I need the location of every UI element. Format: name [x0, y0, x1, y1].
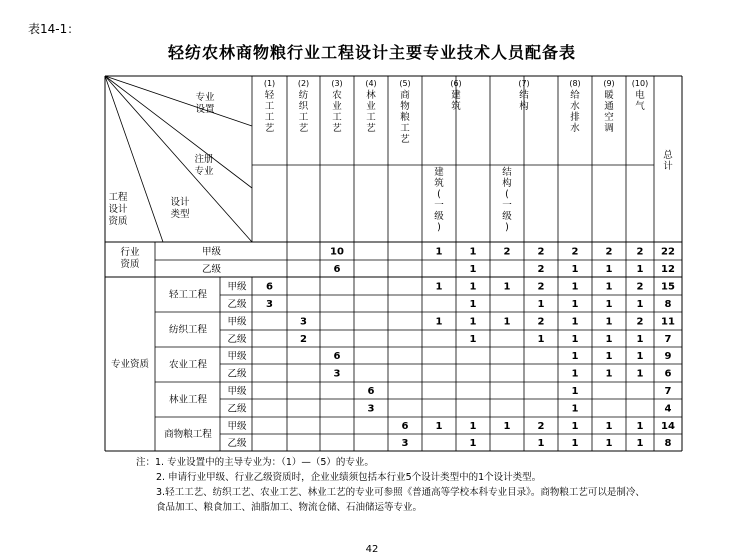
- major-value: 1: [636, 351, 644, 362]
- major-value: 1: [469, 316, 477, 328]
- major-value: 1: [469, 281, 477, 293]
- major-value: 1: [537, 334, 545, 345]
- column-name-9: 暖通空调: [604, 90, 614, 134]
- page-number: 42: [365, 544, 379, 555]
- major-grade: 甲级: [227, 351, 247, 362]
- group-label-5: 商物粮工程: [164, 429, 212, 440]
- major-value: 15: [661, 281, 675, 293]
- major-value: 1: [503, 421, 511, 432]
- major-value: 2: [537, 421, 545, 432]
- column-name-3: 农业工艺: [332, 90, 342, 134]
- group-label-2: 纺织工程: [168, 324, 208, 336]
- major-value: 1: [605, 368, 613, 380]
- industry-value: 12: [661, 264, 675, 275]
- major-value: 7: [664, 334, 672, 345]
- major-value: 1: [571, 316, 579, 328]
- major-value: 1: [571, 421, 579, 432]
- major-value: 1: [636, 334, 644, 345]
- column-number-9: (9): [603, 79, 615, 88]
- column-name-5: 商物粮工艺: [400, 90, 410, 145]
- major-value: 1: [537, 299, 545, 310]
- note-1: 注：1. 专业设置中的主导专业为：（1）—（5）的专业。: [136, 457, 374, 468]
- major-value: 3: [367, 403, 375, 415]
- major-grade: 甲级: [227, 421, 247, 432]
- corner-design-type-2: 类型: [170, 209, 190, 220]
- major-value: 1: [537, 438, 545, 449]
- major-value: 3: [300, 316, 307, 328]
- corner-major-setting-2: 设置: [195, 104, 215, 115]
- major-value: 2: [636, 316, 644, 328]
- column-number-10: (10): [631, 79, 649, 88]
- major-value: 6: [367, 386, 375, 397]
- column-number-4: (4): [365, 79, 377, 88]
- industry-value: 1: [469, 264, 477, 275]
- major-value: 3: [401, 438, 409, 449]
- major-value: 11: [661, 316, 675, 328]
- major-value: 1: [503, 281, 511, 293]
- major-value: 4: [664, 403, 672, 415]
- column-name-6: 建筑: [451, 90, 461, 112]
- major-value: 1: [435, 421, 443, 432]
- major-value: 1: [605, 281, 613, 293]
- industry-value: 1: [636, 264, 644, 275]
- column-name-4: 林业工艺: [366, 90, 376, 134]
- major-value: 8: [664, 299, 672, 310]
- note-4: 食品加工、粮食加工、油脂加工、物流仓储、石油储运等专业。: [156, 502, 423, 513]
- major-value: 1: [571, 299, 579, 310]
- major-value: 8: [664, 438, 672, 449]
- column-number-8: (8): [569, 79, 581, 88]
- industry-span-value-2: 6: [333, 264, 341, 275]
- corner-qualification-2: 设计: [108, 204, 128, 215]
- table-label: 表14-1：: [28, 22, 80, 36]
- group-label-4: 林业工程: [168, 394, 208, 406]
- table-notes: [136, 455, 696, 515]
- industry-value: 1: [571, 264, 579, 275]
- major-grade: 乙级: [227, 368, 247, 380]
- major-value: 1: [571, 386, 579, 397]
- major-value: 1: [636, 438, 644, 449]
- corner-design-type-1: 设计: [170, 197, 190, 208]
- major-value: 1: [435, 281, 443, 293]
- major-value: 3: [333, 368, 341, 380]
- major-grade: 乙级: [227, 334, 247, 345]
- column-name-10: 电气: [635, 90, 645, 112]
- major-value: 1: [605, 421, 613, 432]
- column-sub-7: 结构(一级): [502, 167, 512, 233]
- major-value: 1: [469, 334, 477, 345]
- column-number-7: (7): [518, 79, 530, 88]
- major-grade: 甲级: [227, 316, 247, 328]
- major-value: 2: [636, 281, 644, 293]
- industry-grade-2: 乙级: [201, 264, 222, 275]
- major-value: 1: [571, 438, 579, 449]
- column-name-2: 纺织工艺: [298, 90, 309, 134]
- column-number-6: (6): [450, 79, 462, 88]
- column-total: 总计: [663, 150, 673, 172]
- major-value: 2: [300, 334, 307, 345]
- corner-major-setting-1: 专业: [195, 92, 215, 103]
- column-number-5: (5): [399, 79, 411, 88]
- major-label: 专业资质: [110, 359, 150, 370]
- industry-value: 2: [636, 246, 644, 258]
- major-value: 2: [537, 281, 545, 293]
- industry-span-value-1: 10: [330, 246, 344, 258]
- major-value: 1: [503, 316, 511, 328]
- major-grade: 乙级: [227, 403, 247, 415]
- major-value: 1: [636, 368, 644, 380]
- major-value: 9: [664, 351, 672, 362]
- corner-qualification-1: 工程: [108, 192, 128, 203]
- column-name-7: 结构: [519, 90, 529, 112]
- major-value: 1: [469, 438, 477, 449]
- group-label-3: 农业工程: [168, 359, 208, 371]
- major-grade: 乙级: [227, 438, 247, 449]
- major-value: 6: [664, 368, 672, 380]
- industry-value: 1: [605, 264, 613, 275]
- major-grade: 甲级: [227, 281, 247, 293]
- major-value: 1: [636, 299, 644, 310]
- major-value: 1: [605, 316, 613, 328]
- industry-label-1: 行业: [120, 247, 140, 258]
- major-value: 1: [469, 421, 477, 432]
- major-value: 1: [571, 403, 579, 415]
- major-grade: 乙级: [227, 299, 247, 310]
- note-2: 2. 申请行业甲级、行业乙级资质时，企业业绩须包括本行业5个设计类型中的1个设计类型。: [156, 472, 542, 483]
- industry-value: 2: [537, 246, 545, 258]
- major-value: 1: [571, 281, 579, 293]
- major-value: 1: [571, 368, 579, 380]
- major-value: 1: [605, 299, 613, 310]
- major-value: 1: [571, 334, 579, 345]
- major-value: 1: [605, 334, 613, 345]
- major-value: 3: [266, 299, 273, 310]
- corner-qualification-3: 资质: [108, 216, 128, 227]
- corner-registered-major-2: 专业: [194, 166, 214, 177]
- industry-value: 22: [661, 246, 675, 258]
- column-number-3: (3): [331, 79, 343, 88]
- major-value: 6: [266, 281, 273, 293]
- group-label-1: 轻工工程: [168, 289, 208, 301]
- major-value: 1: [605, 351, 613, 362]
- major-value: 1: [435, 316, 443, 328]
- major-value: 1: [469, 299, 477, 310]
- note-3: 3.轻工工艺、纺织工艺、农业工艺、林业工艺的专业可参照《普通高等学校本科专业目录》。商物粮工艺可以是制冷、: [156, 487, 645, 498]
- column-name-8: 给水排水: [570, 90, 580, 134]
- major-value: 6: [401, 421, 409, 432]
- document-title: 轻纺农林商物粮行业工程设计主要专业技术人员配备表: [167, 43, 576, 62]
- corner-registered-major-1: 注册: [194, 154, 214, 165]
- industry-value: 2: [537, 264, 545, 275]
- major-value: 1: [636, 421, 644, 432]
- column-sub-6: 建筑(一级): [434, 167, 444, 233]
- major-value: 6: [333, 351, 341, 362]
- major-value: 1: [605, 438, 613, 449]
- industry-value: 1: [435, 246, 443, 258]
- column-number-2: (2): [297, 79, 310, 88]
- major-value: 2: [537, 316, 545, 328]
- major-grade: 甲级: [227, 386, 247, 397]
- industry-value: 2: [605, 246, 613, 258]
- column-number-1: (1): [263, 79, 276, 88]
- industry-label-2: 资质: [120, 259, 140, 270]
- industry-grade-1: 甲级: [201, 246, 222, 258]
- column-name-1: 轻工工艺: [264, 90, 275, 134]
- industry-value: 1: [469, 246, 477, 258]
- major-value: 7: [664, 386, 672, 397]
- industry-value: 2: [503, 246, 511, 258]
- corner-diagonal-2: [105, 76, 252, 188]
- industry-value: 2: [571, 246, 579, 258]
- major-value: 14: [661, 421, 675, 432]
- major-value: 1: [571, 351, 579, 362]
